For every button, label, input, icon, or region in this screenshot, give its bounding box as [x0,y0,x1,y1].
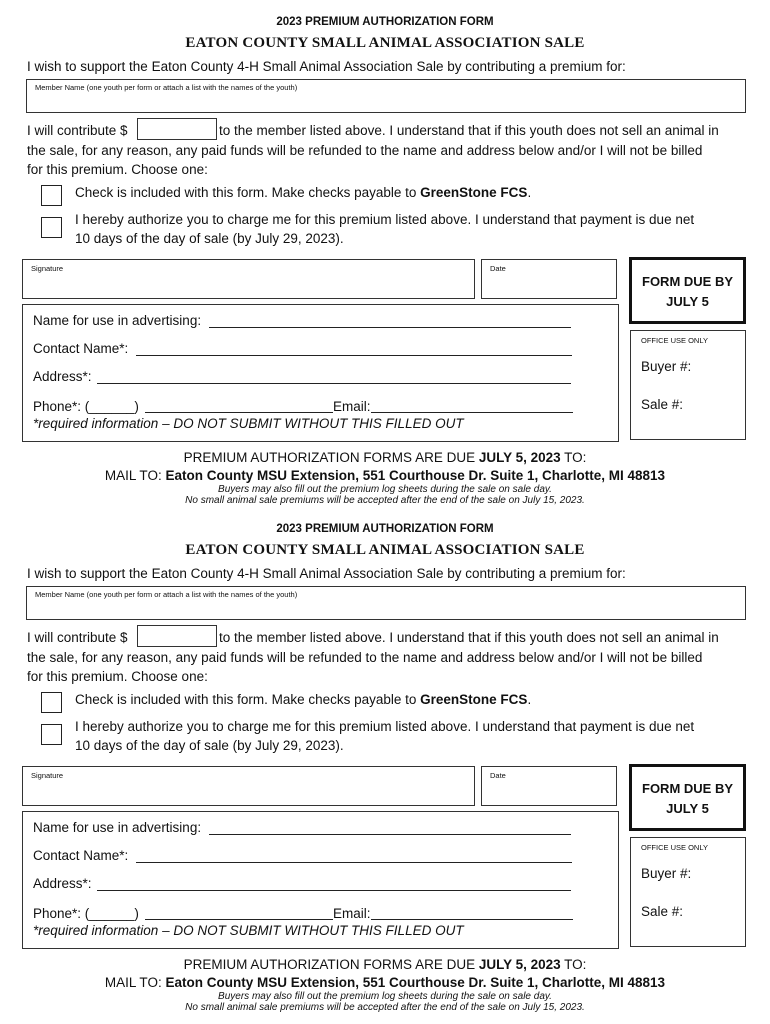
member-name-label: Member Name (one youth per form or attach a list with the names of the youth) [35,590,298,599]
advertising-name-input[interactable] [209,834,571,835]
check-included-checkbox[interactable] [41,692,62,713]
association-title: EATON COUNTY SMALL ANIMAL ASSOCIATION SALE [185,35,585,51]
sale-number-label: Sale #: [641,904,684,919]
email-input[interactable] [371,919,573,920]
mail-address: Eaton County MSU Extension, 551 Courthouse Dr. Suite 1, Charlotte, MI 48813 [165,468,666,483]
due-notice-prefix: PREMIUM AUTHORIZATION FORMS ARE DUE [183,957,479,972]
contribution-amount-input[interactable] [137,118,217,140]
mail-to-line [0,973,770,992]
charge-authorization-checkbox[interactable] [41,217,62,238]
member-name-field[interactable] [26,79,746,113]
address-input[interactable] [97,890,571,891]
mail-to-prefix: MAIL TO: [104,975,166,990]
address-label: Address*: [33,876,92,891]
form-due-box [629,764,746,831]
buyer-number-label: Buyer #: [641,359,692,374]
required-note: *required information – DO NOT SUBMIT WITHOUT THIS FILLED OUT [33,416,464,431]
no-premium-note: No small animal sale premiums will be accepted after the end of the sale on July 15, 2023. [185,1002,585,1013]
check-option-text [75,183,531,202]
mail-address: Eaton County MSU Extension, 551 Courthouse Dr. Suite 1, Charlotte, MI 48813 [165,975,666,990]
phone-label: Phone*: (______) [33,906,139,921]
due-line2: JULY 5 [666,294,709,309]
office-use-label: OFFICE USE ONLY [641,336,708,345]
association-title: EATON COUNTY SMALL ANIMAL ASSOCIATION SALE [185,542,585,558]
sale-number-label: Sale #: [641,397,684,412]
buyers-note: Buyers may also fill out the premium log sheets during the sale on sale day. [218,484,552,495]
mail-to-prefix: MAIL TO: [104,468,166,483]
check-option-suffix: . [527,185,532,200]
check-option-prefix: Check is included with this form. Make checks payable to [75,692,421,707]
charge-option-line1: I hereby authorize you to charge me for this premium listed above. I understand that payment is due net [75,212,695,227]
contact-name-label: Contact Name*: [33,848,129,863]
due-notice [0,448,770,467]
contact-name-label: Contact Name*: [33,341,129,356]
contact-name-input[interactable] [136,862,572,863]
signature-label: Signature [31,771,64,780]
contribute-prefix: I will contribute $ [27,123,128,138]
contribute-suffix: to the member listed above. I understand that if this youth does not sell an animal in [219,123,719,138]
form-heading: 2023 PREMIUM AUTHORIZATION FORM [276,523,494,535]
email-input[interactable] [371,412,573,413]
date-field[interactable] [481,259,617,299]
advertising-label: Name for use in advertising: [33,820,202,835]
check-option-prefix: Check is included with this form. Make checks payable to [75,185,421,200]
due-line2: JULY 5 [666,801,709,816]
due-notice-suffix: TO: [560,450,587,465]
charge-option-line2: 10 days of the day of sale (by July 29, 2023). [75,231,344,246]
due-notice-suffix: TO: [560,957,587,972]
form-due-box [629,257,746,324]
required-note: *required information – DO NOT SUBMIT WITHOUT THIS FILLED OUT [33,923,464,938]
due-notice [0,955,770,974]
contribution-amount-input[interactable] [137,625,217,647]
intro-text: I wish to support the Eaton County 4-H Small Animal Association Sale by contributing a premium for: [27,566,626,581]
office-use-box [630,330,746,440]
advertising-name-input[interactable] [209,327,571,328]
no-premium-note: No small animal sale premiums will be accepted after the end of the sale on July 15, 2023. [185,495,585,506]
payee-name: GreenStone FCS [420,692,528,707]
check-included-checkbox[interactable] [41,185,62,206]
due-line1: FORM DUE BY [642,274,733,289]
mail-to-line [0,466,770,485]
email-label: Email: [333,399,371,414]
due-notice-date: JULY 5, 2023 [478,450,561,465]
charge-option-line2: 10 days of the day of sale (by July 29, 2023). [75,738,344,753]
contact-name-input[interactable] [136,355,572,356]
date-label: Date [490,771,506,780]
member-name-label: Member Name (one youth per form or attach a list with the names of the youth) [35,83,298,92]
advertising-label: Name for use in advertising: [33,313,202,328]
buyers-note: Buyers may also fill out the premium log sheets during the sale on sale day. [218,991,552,1002]
charge-authorization-checkbox[interactable] [41,724,62,745]
address-input[interactable] [97,383,571,384]
email-label: Email: [333,906,371,921]
intro-text: I wish to support the Eaton County 4-H Small Animal Association Sale by contributing a premium for: [27,59,626,74]
refund-text-line3: for this premium. Choose one: [27,162,208,177]
office-use-label: OFFICE USE ONLY [641,843,708,852]
contribute-suffix: to the member listed above. I understand that if this youth does not sell an animal in [219,630,719,645]
buyer-number-label: Buyer #: [641,866,692,881]
address-label: Address*: [33,369,92,384]
phone-input[interactable] [145,919,333,920]
charge-option-line1: I hereby authorize you to charge me for this premium listed above. I understand that payment is due net [75,719,695,734]
member-name-field[interactable] [26,586,746,620]
signature-field[interactable] [22,259,475,299]
check-option-suffix: . [527,692,532,707]
due-line1: FORM DUE BY [642,781,733,796]
office-use-box [630,837,746,947]
refund-text-line2: the sale, for any reason, any paid funds will be refunded to the name and address below and/or I will not be billed [27,143,703,158]
refund-text-line3: for this premium. Choose one: [27,669,208,684]
date-label: Date [490,264,506,273]
date-field[interactable] [481,766,617,806]
signature-field[interactable] [22,766,475,806]
phone-label: Phone*: (______) [33,399,139,414]
payee-name: GreenStone FCS [420,185,528,200]
authorization-form-bottom [0,507,770,1014]
due-notice-date: JULY 5, 2023 [478,957,561,972]
due-notice-prefix: PREMIUM AUTHORIZATION FORMS ARE DUE [183,450,479,465]
signature-label: Signature [31,264,64,273]
phone-input[interactable] [145,412,333,413]
refund-text-line2: the sale, for any reason, any paid funds will be refunded to the name and address below and/or I will not be billed [27,650,703,665]
authorization-form-top [0,0,770,507]
check-option-text [75,690,531,709]
form-heading: 2023 PREMIUM AUTHORIZATION FORM [276,16,494,28]
contribute-prefix: I will contribute $ [27,630,128,645]
